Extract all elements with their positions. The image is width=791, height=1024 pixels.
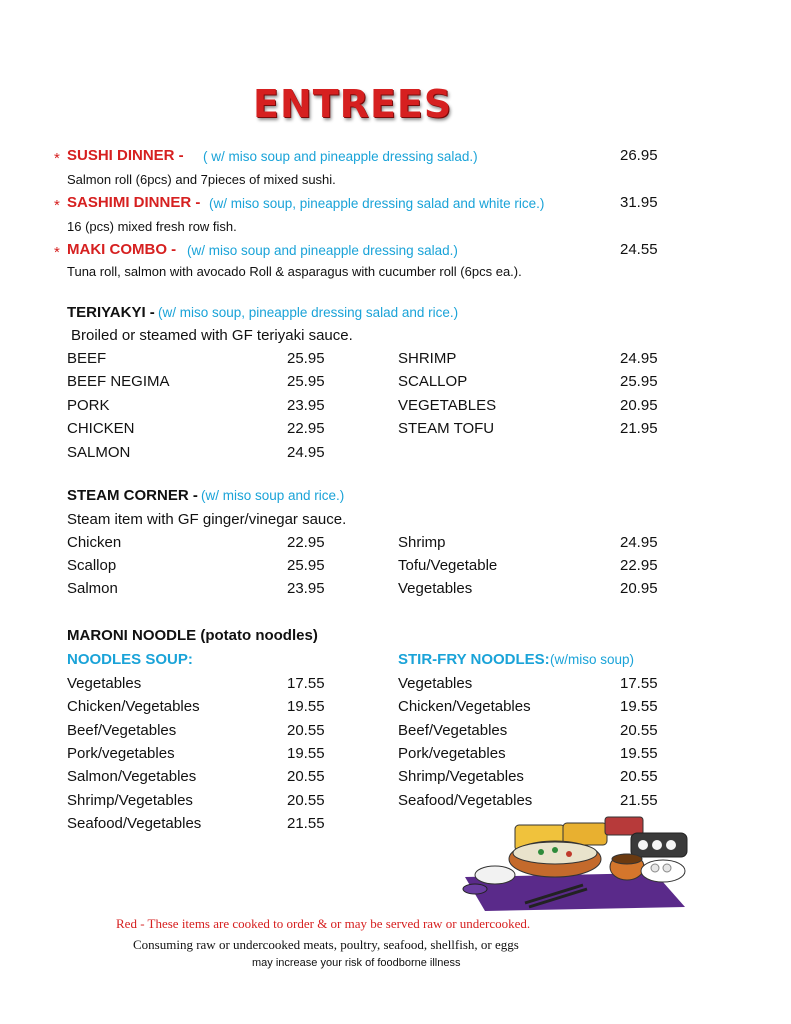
menu-item-price: 20.55 <box>620 722 658 739</box>
stir-fry-heading: STIR-FRY NOODLES: <box>398 651 550 668</box>
special-description: Salmon roll (6pcs) and 7pieces of mixed sushi. <box>67 172 336 187</box>
menu-item-name: STEAM TOFU <box>398 420 495 437</box>
menu-item-price: 20.95 <box>620 397 658 414</box>
menu-item-name: Seafood/Vegetables <box>67 815 202 832</box>
menu-item-price: 21.55 <box>620 792 658 809</box>
menu-item-name: BEEF <box>67 350 107 367</box>
menu-item-name: Tofu/Vegetable <box>398 557 498 574</box>
section-heading: STEAM CORNER - <box>67 487 198 504</box>
raw-marker: * <box>54 244 60 261</box>
menu-item-name: Scallop <box>67 557 117 574</box>
raw-marker: * <box>54 150 60 167</box>
section-note: (w/ miso soup and rice.) <box>201 488 345 503</box>
food-illustration <box>455 815 690 915</box>
menu-item-name: Shrimp <box>398 534 446 551</box>
health-warning: Consuming raw or undercooked meats, poultry, seafood, shellfish, or eggs <box>133 937 519 952</box>
menu-item-price: 25.95 <box>620 373 658 390</box>
menu-item-name: SHRIMP <box>398 350 457 367</box>
menu-item-price: 19.55 <box>620 745 658 762</box>
menu-item-name: Chicken/Vegetables <box>67 698 200 715</box>
menu-item-name: Beef/Vegetables <box>398 722 508 739</box>
menu-item-name: BEEF NEGIMA <box>67 373 170 390</box>
menu-item-price: 19.55 <box>287 745 325 762</box>
menu-item-name: Pork/vegetables <box>398 745 506 762</box>
menu-item-name: Beef/Vegetables <box>67 722 177 739</box>
page-title: ENTREES <box>253 82 453 126</box>
menu-item-price: 20.55 <box>287 722 325 739</box>
menu-item-price: 24.95 <box>620 350 658 367</box>
section-description: Broiled or steamed with GF teriyaki sauce. <box>71 327 353 344</box>
special-description: 16 (pcs) mixed fresh row fish. <box>67 219 237 234</box>
menu-item-price: 25.95 <box>287 373 325 390</box>
special-note: (w/ miso soup, pineapple dressing salad and white rice.) <box>209 196 545 211</box>
special-description: Tuna roll, salmon with avocado Roll & asparagus with cucumber roll (6pcs ea.). <box>67 264 522 279</box>
menu-item-name: Shrimp/Vegetables <box>398 768 524 785</box>
menu-item-name: PORK <box>67 397 110 414</box>
menu-item-name: CHICKEN <box>67 420 135 437</box>
menu-item-name: Vegetables <box>398 580 473 597</box>
special-price: 31.95 <box>620 194 658 211</box>
menu-item-name: Chicken/Vegetables <box>398 698 531 715</box>
menu-item-price: 22.95 <box>620 557 658 574</box>
health-warning-continued: may increase your risk of foodborne illness <box>252 957 461 969</box>
menu-item-price: 20.95 <box>620 580 658 597</box>
special-price: 26.95 <box>620 147 658 164</box>
special-price: 24.55 <box>620 241 658 258</box>
menu-item-price: 17.55 <box>287 675 325 692</box>
raw-marker: * <box>54 197 60 214</box>
special-note: (w/ miso soup and pineapple dressing salad.) <box>187 243 458 258</box>
section-heading: MARONI NOODLE (potato noodles) <box>67 627 318 644</box>
menu-item-name: SALMON <box>67 444 131 461</box>
menu-item-price: 21.95 <box>620 420 658 437</box>
special-name: SASHIMI DINNER - <box>67 194 201 211</box>
menu-item-price: 20.55 <box>620 768 658 785</box>
menu-item-price: 25.95 <box>287 350 325 367</box>
menu-item-price: 23.95 <box>287 397 325 414</box>
special-note: ( w/ miso soup and pineapple dressing salad.) <box>203 149 478 164</box>
menu-item-price: 22.95 <box>287 534 325 551</box>
menu-item-price: 22.95 <box>287 420 325 437</box>
menu-item-price: 19.55 <box>620 698 658 715</box>
noodle-soup-heading: NOODLES SOUP: <box>67 651 193 668</box>
menu-item-name: Chicken <box>67 534 122 551</box>
raw-food-notice: Red - These items are cooked to order & or may be served raw or undercooked. <box>116 916 531 931</box>
menu-item-name: Shrimp/Vegetables <box>67 792 193 809</box>
section-note: (w/ miso soup, pineapple dressing salad and rice.) <box>158 305 459 320</box>
menu-item-price: 20.55 <box>287 768 325 785</box>
menu-item-price: 21.55 <box>287 815 325 832</box>
menu-item-name: Salmon <box>67 580 118 597</box>
stir-fry-note: (w/miso soup) <box>550 652 635 667</box>
menu-item-price: 23.95 <box>287 580 325 597</box>
menu-item-name: Pork/vegetables <box>67 745 175 762</box>
section-heading: TERIYAKYI - <box>67 304 155 321</box>
special-name: SUSHI DINNER - <box>67 147 184 164</box>
menu-item-price: 19.55 <box>287 698 325 715</box>
menu-item-price: 20.55 <box>287 792 325 809</box>
menu-item-price: 17.55 <box>620 675 658 692</box>
menu-item-name: Salmon/Vegetables <box>67 768 197 785</box>
menu-item-name: Vegetables <box>398 675 473 692</box>
menu-item-price: 24.95 <box>287 444 325 461</box>
menu-item-name: Vegetables <box>67 675 142 692</box>
menu-item-name: SCALLOP <box>398 373 468 390</box>
menu-item-price: 24.95 <box>620 534 658 551</box>
special-name: MAKI COMBO - <box>67 241 177 258</box>
menu-item-name: VEGETABLES <box>398 397 497 414</box>
menu-item-price: 25.95 <box>287 557 325 574</box>
section-description: Steam item with GF ginger/vinegar sauce. <box>67 511 347 528</box>
menu-item-name: Seafood/Vegetables <box>398 792 533 809</box>
